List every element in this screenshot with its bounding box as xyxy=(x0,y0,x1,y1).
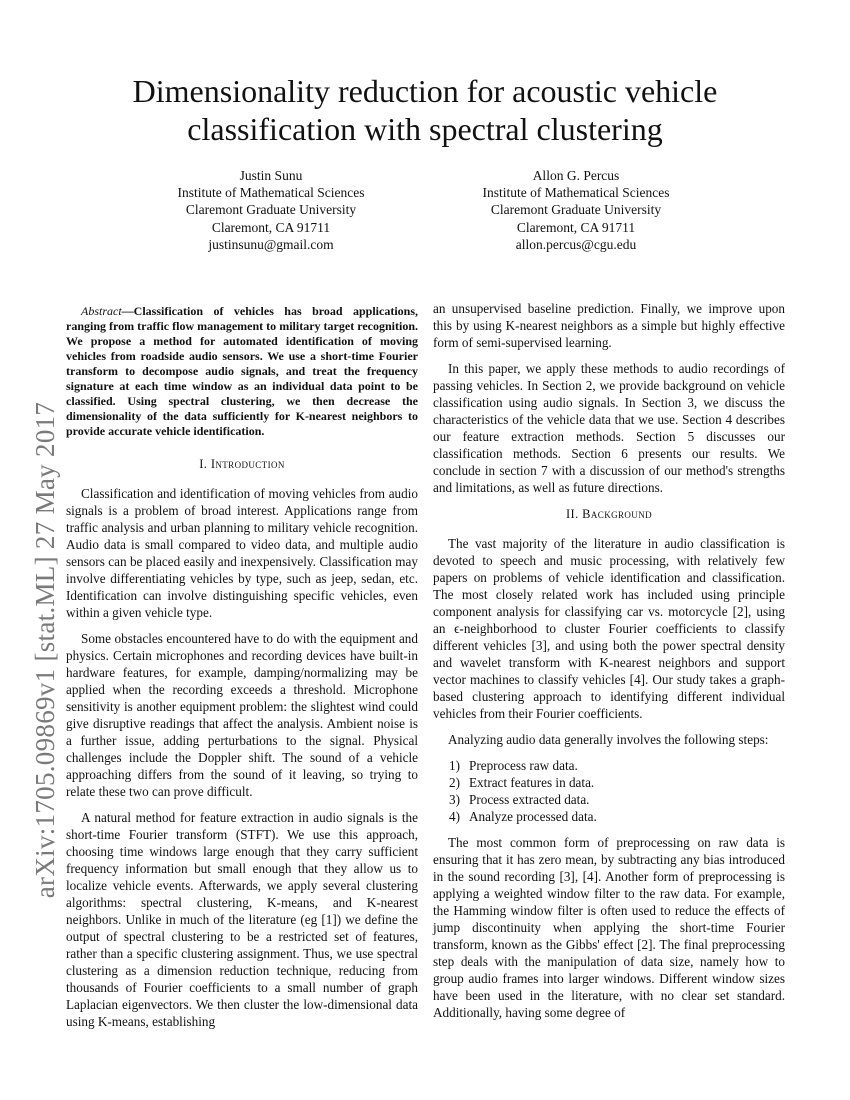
abstract xyxy=(66,304,418,439)
list-text: Process extracted data. xyxy=(469,792,590,807)
paragraph-continuation: an unsupervised baseline prediction. Finally, we improve upon this by using K-nearest neighbors as a simple but highly effective form of semi-supervised learning. xyxy=(433,301,785,350)
list-number: 3) xyxy=(449,792,460,807)
list-item xyxy=(449,791,785,808)
list-item xyxy=(449,757,785,774)
abstract-dash: — xyxy=(121,304,134,318)
author-name: Justin Sunu xyxy=(239,168,303,183)
arxiv-identifier: arXiv:1705.09869v1 [stat.ML] 27 May 2017 xyxy=(30,401,60,899)
author-email: allon.percus@cgu.edu xyxy=(515,236,637,252)
section-heading-background: II. Background xyxy=(565,507,652,521)
author-block-1 xyxy=(121,167,421,253)
author-location: Claremont, CA 91711 xyxy=(211,219,331,235)
paragraph: Analyzing audio data generally involves the following steps: xyxy=(448,732,769,747)
abstract-body: Classification of vehicles has broad applications, ranging from traffic flow management to military target recognition. We propose a method for automated identification of moving vehicles from roadside audio sensors. We use a short-time Fourier transform to decompose audio signals, and treat the frequency signature at each time window as an individual data point to be classified. Using spectral clustering, we then decrease the dimensionality of the data sufficiently for K-nearest neighbors to provide accurate vehicle identification. xyxy=(66,304,418,438)
left-column xyxy=(66,300,418,1039)
author-university: Claremont Graduate University xyxy=(185,202,357,218)
author-block-2 xyxy=(426,167,726,253)
list-item xyxy=(449,808,785,825)
steps-list xyxy=(433,757,785,825)
author-affiliation: Institute of Mathematical Sciences xyxy=(482,185,670,201)
list-text: Extract features in data. xyxy=(469,775,595,790)
author-name: Allon G. Percus xyxy=(532,168,620,183)
author-university: Claremont Graduate University xyxy=(490,202,662,218)
list-text: Analyze processed data. xyxy=(469,809,597,824)
paragraph: The vast majority of the literature in audio classification is devoted to speech and music processing, with relatively few papers on problems of vehicle identification and classification. The most closely related work has included using principle component analysis for classifying car vs. motorcycle [2], using an ϵ-neighborhood to cluster Fourier coefficients to classify different vehicles [3], and using both the power spectral density and wavelet transform with K-nearest neighbors and support vector machines to classify vehicles [4]. Our study takes a graph-based clustering approach to identifying different individual vehicles from their Fourier coefficients. xyxy=(433,536,785,721)
right-column xyxy=(433,300,785,1030)
list-number: 1) xyxy=(449,758,460,773)
paragraph: The most common form of preprocessing on raw data is ensuring that it has zero mean, by subtracting any bias introduced in the sound recording [3], [4]. Another form of preprocessing is applying a weighted window filter to the raw data. For example, the Hamming window filter is often used to reduce the effects of jump discontinuity when applying the short-time Fourier transform, known as the Gibbs' effect [2]. The final preprocessing step deals with the manipulation of data size, namely how to group audio frames into larger windows. Different window sizes have been used in the literature, with no clear set standard. Additionally, having some degree of xyxy=(433,835,785,1020)
paragraph: A natural method for feature extraction in audio signals is the short-time Fourier transform (STFT). We use this approach, choosing time windows large enough that they carry sufficient frequency information but small enough that they allow us to localize vehicle events. Afterwards, we apply several clustering algorithms: spectral clustering, K-means, and K-nearest neighbors. Unlike in much of the literature (eg [1]) we define the output of spectral clustering to be a restricted set of features, rather than a specific clustering assignment. Thus, we use spectral clustering as a dimension reduction technique, reducing from thousands of Fourier coefficients to a small number of graph Laplacian eigenvectors. We then cluster the low-dimensional data using K-means, establishing xyxy=(66,810,418,1029)
list-number: 4) xyxy=(449,809,460,824)
list-number: 2) xyxy=(449,775,460,790)
paragraph: In this paper, we apply these methods to audio recordings of passing vehicles. In Section 2, we provide background on vehicle classification using audio signals. In Section 3, we discuss the characteristics of the vehicle data that we use. Section 4 describes our feature extraction methods. Section 5 discusses our classification methods. Section 6 presents our results. We conclude in section 7 with a discussion of our method's strengths and limitations, as well as future directions. xyxy=(433,361,785,495)
author-email: justinsunu@gmail.com xyxy=(208,236,334,252)
abstract-label: Abstract xyxy=(81,304,122,318)
list-item xyxy=(449,774,785,791)
author-affiliation: Institute of Mathematical Sciences xyxy=(177,185,365,201)
paragraph: Some obstacles encountered have to do with the equipment and physics. Certain microphones and recording devices have built-in hardware features, for example, damping/normalizing may be applied when the recording exceeds a threshold. Microphone sensitivity is another equipment problem: the slightest wind could give disruptive readings that affect the analysis. Ambient noise is a further issue, adding perturbations to the signal. Physical challenges include the Doppler shift. The sound of a vehicle approaching differs from the sound of it leaving, so trying to relate these two can prove difficult. xyxy=(66,631,418,799)
author-location: Claremont, CA 91711 xyxy=(516,219,636,235)
paragraph: Classification and identification of moving vehicles from audio signals is a problem of broad interest. Applications range from traffic analysis and urban planning to military vehicle recognition. Audio data is small compared to video data, and multiple audio sensors can be placed easily and inexpensively. Classification may involve differentiating vehicles by type, such as jeep, sedan, etc. Identification can involve distinguishing specific vehicles, even within a given vehicle type. xyxy=(66,486,418,620)
paper-title: Dimensionality reduction for acoustic vehicle classification with spectral clustering xyxy=(132,73,718,147)
section-heading-introduction: I. Introduction xyxy=(199,457,285,471)
list-text: Preprocess raw data. xyxy=(469,758,578,773)
